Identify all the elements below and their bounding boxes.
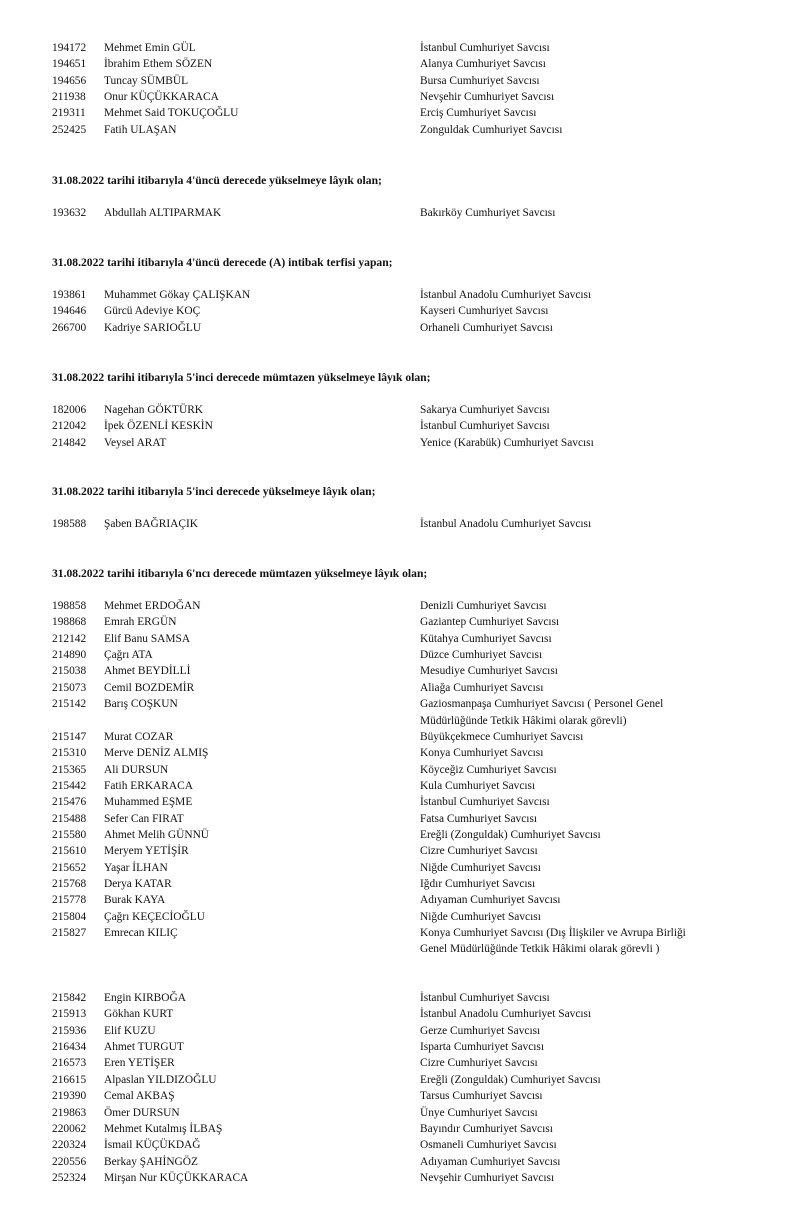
person-name: Burak KAYA [104, 894, 166, 907]
office-title: Bakırköy Cumhuriyet Savcısı [420, 207, 556, 219]
registry-number: 219311 [52, 107, 86, 120]
registry-number: 216615 [52, 1073, 87, 1086]
registry-number: 212142 [52, 632, 87, 645]
registry-number: 194172 [52, 42, 87, 54]
list-item [0, 418, 798, 434]
office-title: Iğdır Cumhuriyet Savcısı [420, 878, 536, 890]
person-name: Emrah ERGÜN [104, 616, 177, 629]
person-name: Eren YETİŞER [104, 1057, 175, 1070]
person-name: Muhammet Gökay ÇALIŞKAN [104, 289, 251, 301]
registry-number: 214890 [52, 649, 87, 661]
office-title: İstanbul Cumhuriyet Savcısı [420, 420, 550, 433]
office-title: Bursa Cumhuriyet Savcısı [420, 74, 540, 87]
person-name: Mehmet ERDOĞAN [104, 600, 201, 612]
office-title: İstanbul Anadolu Cumhuriyet Savcısı [420, 518, 592, 530]
list-item [0, 73, 798, 89]
registry-number: 215147 [52, 730, 87, 743]
list-item [0, 1121, 798, 1137]
person-name: Şaben BAĞRIAÇIK [104, 518, 198, 530]
person-name: Gökhan KURT [104, 1008, 174, 1021]
list-item [0, 303, 798, 319]
list-item [0, 941, 798, 957]
registry-number: 215442 [52, 779, 87, 792]
list-item [0, 876, 798, 892]
office-title: Gaziantep Cumhuriyet Savcısı [420, 616, 560, 629]
person-name: Alpaslan YILDIZOĞLU [104, 1073, 217, 1086]
registry-number: 215310 [52, 747, 87, 760]
list-item [0, 1088, 798, 1104]
office-title: Bayındır Cumhuriyet Savcısı [420, 1122, 553, 1135]
person-name: Mirşan Nur KÜÇÜKKARACA [104, 1171, 249, 1184]
list-item [0, 811, 798, 827]
person-name: Tuncay SÜMBÜL [104, 74, 189, 87]
person-name: Gürcü Adeviye KOÇ [104, 305, 201, 318]
office-title: Köyceğiz Cumhuriyet Savcısı [420, 763, 557, 776]
list-item [0, 1154, 798, 1170]
registry-number: 219390 [52, 1090, 87, 1103]
person-name: Çağrı KEÇECİOĞLU [104, 910, 205, 923]
office-title: Mesudiye Cumhuriyet Savcısı [420, 665, 558, 678]
list-item [0, 205, 798, 221]
office-title: Kayseri Cumhuriyet Savcısı [420, 305, 549, 318]
person-name: Ahmet BEYDİLLİ [104, 665, 191, 678]
person-name: Onur KÜÇÜKKARACA [104, 91, 219, 104]
list-item [0, 794, 798, 810]
list-item [0, 516, 798, 532]
person-name: Berkay ŞAHİNGÖZ [104, 1155, 198, 1168]
list-item [0, 435, 798, 451]
office-title: Cizre Cumhuriyet Savcısı [420, 845, 538, 858]
registry-number: 215580 [52, 828, 87, 841]
office-title: Denizli Cumhuriyet Savcısı [420, 600, 547, 612]
registry-number: 198868 [52, 616, 87, 629]
registry-number: 215768 [52, 878, 87, 890]
registry-number: 215476 [52, 796, 87, 809]
registry-number: 215842 [52, 992, 87, 1004]
list-item [0, 1039, 798, 1055]
registry-number: 182006 [52, 404, 87, 416]
person-name: Cemil BOZDEMİR [104, 681, 195, 694]
office-title: Aliağa Cumhuriyet Savcısı [420, 681, 544, 694]
person-name: Mehmet Kutalmış İLBAŞ [104, 1122, 223, 1135]
list-item [0, 1072, 798, 1088]
registry-number: 194646 [52, 305, 87, 318]
person-name: Cemal AKBAŞ [104, 1090, 175, 1103]
office-title: İstanbul Cumhuriyet Savcısı [420, 992, 550, 1004]
list-item [0, 990, 798, 1006]
list-item [0, 287, 798, 303]
registry-number: 214842 [52, 436, 87, 449]
registry-number: 193861 [52, 289, 87, 301]
registry-number: 215652 [52, 861, 87, 874]
registry-number: 215073 [52, 681, 87, 694]
list-item [0, 614, 798, 630]
list-item [0, 320, 798, 336]
office-title: Yenice (Karabük) Cumhuriyet Savcısı [420, 436, 594, 449]
person-name: Ahmet TURGUT [104, 1041, 184, 1053]
office-title: Fatsa Cumhuriyet Savcısı [420, 812, 538, 825]
office-title: Ünye Cumhuriyet Savcısı [420, 1106, 538, 1119]
registry-number: 220556 [52, 1155, 87, 1168]
person-name: Barış COŞKUN [104, 698, 178, 711]
registry-number: 193632 [52, 207, 87, 219]
section-heading: 31.08.2022 tarihi itibarıyla 6'ncı derecede mümtazen yükselmeye lâyık olan; [52, 567, 428, 580]
registry-number: 215142 [52, 698, 87, 711]
registry-number: 215038 [52, 665, 87, 678]
section-heading: 31.08.2022 tarihi itibarıyla 5'inci derecede yükselmeye lâyık olan; [52, 485, 376, 498]
office-title: Niğde Cumhuriyet Savcısı [420, 910, 541, 923]
registry-number: 215610 [52, 845, 87, 858]
person-name: Abdullah ALTIPARMAK [104, 207, 222, 219]
registry-number: 211938 [52, 91, 86, 104]
list-item [0, 105, 798, 121]
list-item [0, 663, 798, 679]
person-name: Sefer Can FIRAT [104, 812, 184, 825]
office-title: Büyükçekmece Cumhuriyet Savcısı [420, 730, 584, 743]
list-item [0, 1023, 798, 1039]
section-heading: 31.08.2022 tarihi itibarıyla 4'üncü derecede yükselmeye lâyık olan; [52, 174, 382, 187]
registry-number: 215488 [52, 812, 87, 825]
registry-number: 215827 [52, 927, 87, 939]
list-item [0, 892, 798, 908]
registry-number: 252324 [52, 1171, 87, 1184]
office-title: Adıyaman Cumhuriyet Savcısı [420, 894, 561, 907]
person-name: İsmail KÜÇÜKDAĞ [104, 1139, 201, 1152]
person-name: Merve DENİZ ALMIŞ [104, 747, 209, 760]
list-item [0, 122, 798, 138]
registry-number: 215778 [52, 894, 87, 907]
person-name: Mehmet Emin GÜL [104, 42, 196, 54]
office-title: Adıyaman Cumhuriyet Savcısı [420, 1155, 561, 1168]
registry-number: 252425 [52, 123, 87, 136]
list-item [0, 860, 798, 876]
office-title: Ereğli (Zonguldak) Cumhuriyet Savcısı [420, 1073, 601, 1086]
list-item [0, 680, 798, 696]
registry-number: 198588 [52, 518, 87, 530]
office-title: Niğde Cumhuriyet Savcısı [420, 861, 541, 874]
list-item [0, 598, 798, 614]
person-name: Ahmet Melih GÜNNÜ [104, 828, 210, 841]
list-item [0, 40, 798, 56]
registry-number: 219863 [52, 1106, 87, 1119]
office-title: Gerze Cumhuriyet Savcısı [420, 1024, 541, 1037]
person-name: Fatih ULAŞAN [104, 123, 177, 136]
section-heading: 31.08.2022 tarihi itibarıyla 5'inci derecede mümtazen yükselmeye lâyık olan; [52, 371, 431, 384]
registry-number: 212042 [52, 420, 87, 433]
office-title: İstanbul Anadolu Cumhuriyet Savcısı [420, 1008, 592, 1021]
office-title: Alanya Cumhuriyet Savcısı [420, 58, 546, 71]
list-item [0, 402, 798, 418]
office-title: Isparta Cumhuriyet Savcısı [420, 1041, 545, 1053]
office-title: Kütahya Cumhuriyet Savcısı [420, 632, 552, 645]
list-item [0, 1055, 798, 1071]
registry-number: 198858 [52, 600, 87, 612]
list-item [0, 762, 798, 778]
person-name: Veysel ARAT [104, 436, 167, 449]
registry-number: 220062 [52, 1122, 87, 1135]
office-title: Orhaneli Cumhuriyet Savcısı [420, 321, 553, 334]
office-title: Müdürlüğünde Tetkik Hâkimi olarak görevli) [420, 714, 627, 727]
list-item [0, 729, 798, 745]
office-title: İstanbul Anadolu Cumhuriyet Savcısı [420, 289, 592, 301]
list-item [0, 909, 798, 925]
registry-number: 215936 [52, 1024, 87, 1037]
list-item [0, 827, 798, 843]
section-heading: 31.08.2022 tarihi itibarıyla 4'üncü derecede (A) intibak terfisi yapan; [52, 256, 393, 269]
office-title: Kula Cumhuriyet Savcısı [420, 779, 536, 792]
office-title: Genel Müdürlüğünde Tetkik Hâkimi olarak görevli ) [420, 943, 660, 956]
person-name: Elif KUZU [104, 1024, 156, 1037]
list-item [0, 89, 798, 105]
list-item [0, 647, 798, 663]
office-title: Nevşehir Cumhuriyet Savcısı [420, 91, 555, 104]
person-name: Fatih ERKARACA [104, 779, 193, 792]
person-name: Mehmet Said TOKUÇOĞLU [104, 107, 239, 120]
office-title: İstanbul Cumhuriyet Savcısı [420, 796, 550, 809]
office-title: Cizre Cumhuriyet Savcısı [420, 1057, 538, 1070]
person-name: Murat COZAR [104, 730, 174, 743]
registry-number: 266700 [52, 321, 87, 334]
office-title: Tarsus Cumhuriyet Savcısı [420, 1090, 543, 1103]
person-name: Emrecan KILIÇ [104, 927, 178, 939]
office-title: Nevşehir Cumhuriyet Savcısı [420, 1171, 555, 1184]
registry-number: 194651 [52, 58, 87, 71]
registry-number: 215913 [52, 1008, 87, 1021]
office-title: Gaziosmanpaşa Cumhuriyet Savcısı ( Personel Genel [420, 698, 664, 711]
office-title: Düzce Cumhuriyet Savcısı [420, 649, 543, 661]
office-title: Ereğli (Zonguldak) Cumhuriyet Savcısı [420, 828, 601, 841]
office-title: Erciş Cumhuriyet Savcısı [420, 107, 537, 120]
list-item [0, 696, 798, 712]
person-name: Muhammed EŞME [104, 796, 193, 809]
person-name: Ömer DURSUN [104, 1106, 180, 1119]
person-name: İbrahim Ethem SÖZEN [104, 58, 213, 71]
office-title: Konya Cumhuriyet Savcısı [420, 747, 544, 760]
person-name: Elif Banu SAMSA [104, 632, 191, 645]
office-title: Sakarya Cumhuriyet Savcısı [420, 404, 550, 416]
registry-number: 215365 [52, 763, 87, 776]
office-title: Konya Cumhuriyet Savcısı (Dış İlişkiler ve Avrupa Birliği [420, 927, 686, 939]
list-item [0, 1137, 798, 1153]
person-name: Derya KATAR [104, 878, 172, 890]
list-item [0, 1170, 798, 1186]
person-name: Meryem YETİŞİR [104, 845, 189, 858]
list-item [0, 925, 798, 941]
office-title: Zonguldak Cumhuriyet Savcısı [420, 123, 563, 136]
person-name: Nagehan GÖKTÜRK [104, 404, 204, 416]
list-item [0, 56, 798, 72]
list-item [0, 778, 798, 794]
registry-number: 194656 [52, 74, 87, 87]
person-name: Kadriye SARIOĞLU [104, 321, 202, 334]
person-name: Çağrı ATA [104, 649, 153, 661]
registry-number: 220324 [52, 1139, 87, 1152]
list-item [0, 631, 798, 647]
registry-number: 216573 [52, 1057, 87, 1070]
list-item [0, 1006, 798, 1022]
office-title: Osmaneli Cumhuriyet Savcısı [420, 1139, 557, 1152]
person-name: Yaşar İLHAN [104, 861, 168, 874]
registry-number: 215804 [52, 910, 87, 923]
person-name: Engin KIRBOĞA [104, 992, 186, 1004]
person-name: İpek ÖZENLİ KESKİN [104, 420, 213, 433]
registry-number: 216434 [52, 1041, 87, 1053]
list-item [0, 713, 798, 729]
office-title: İstanbul Cumhuriyet Savcısı [420, 42, 550, 54]
list-item [0, 843, 798, 859]
list-item [0, 745, 798, 761]
person-name: Ali DURSUN [104, 763, 169, 776]
list-item [0, 1105, 798, 1121]
